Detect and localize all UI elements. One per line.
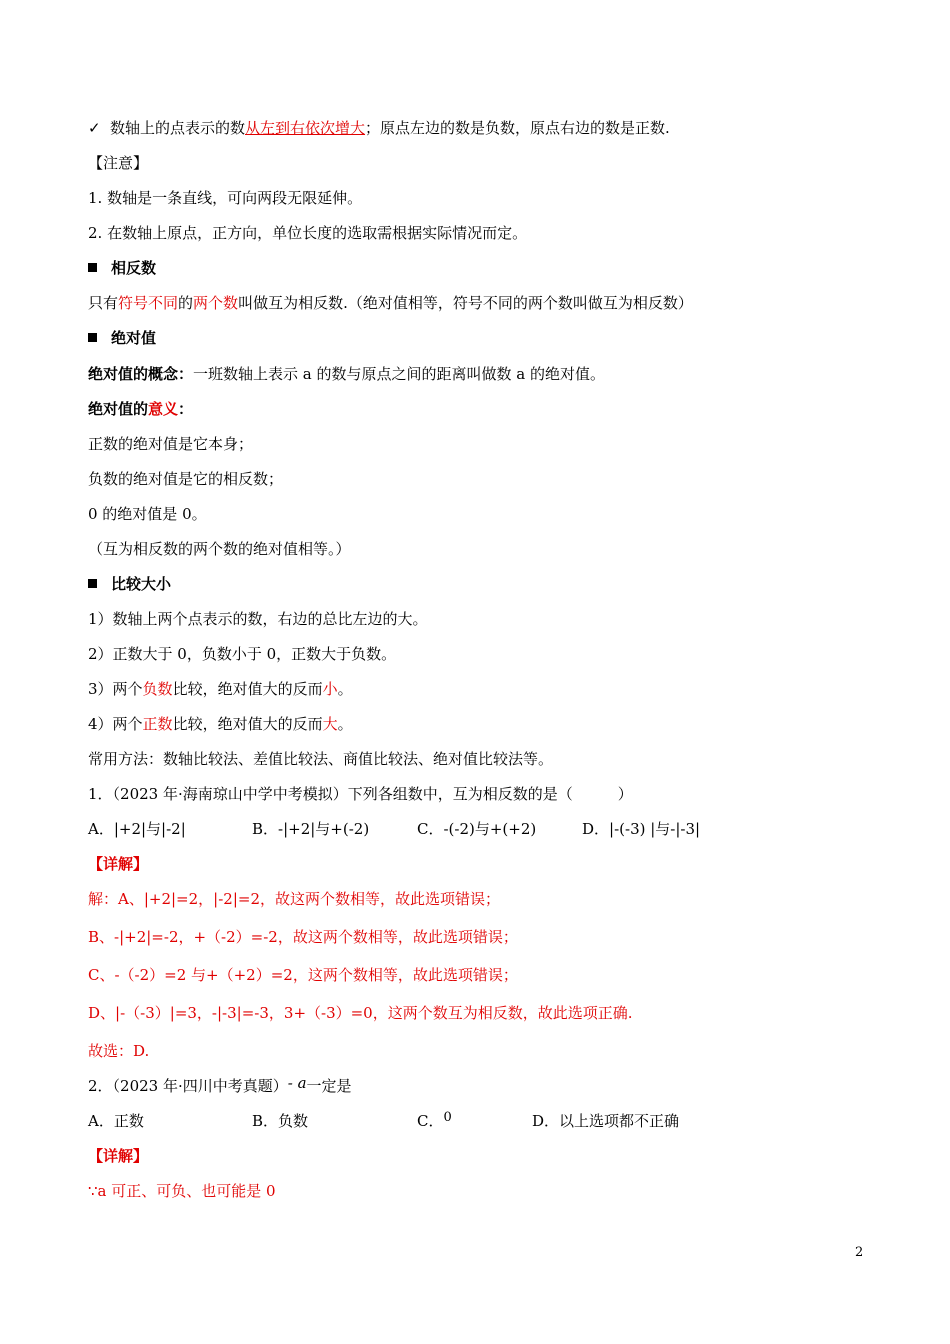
absolute-4: （互为相反数的两个数的绝对值相等。） — [88, 540, 351, 558]
note-2: 2. 在数轴上原点，正方向，单位长度的选取需根据实际情况而定。 — [88, 224, 528, 242]
q1-solution-3: C、-（-2）=2 与+（+2）=2，这两个数相等，故此选项错误； — [88, 966, 518, 984]
q1-solution-1: 解：A、|+2|=2，|-2|=2，故这两个数相等，故此选项错误； — [88, 890, 500, 908]
square-bullet-icon — [88, 333, 97, 342]
absolute-concept: 绝对值的概念：一班数轴上表示 a 的数与原点之间的距离叫做数 a 的绝对值。 — [88, 365, 605, 383]
variable-expression: - a — [287, 1074, 307, 1092]
q2-detail-heading: 【详解】 — [88, 1147, 149, 1165]
note-heading: 【注意】 — [88, 154, 149, 172]
section-absolute: 绝对值 — [88, 328, 156, 348]
check-icon: ✓ — [88, 119, 101, 137]
q1-option-d: D．|-(-3) |与-|-3| — [582, 820, 701, 838]
absolute-2: 负数的绝对值是它的相反数； — [88, 470, 284, 488]
highlight-order: 从左到右依次增大 — [245, 119, 366, 137]
q1-option-b: B．-|+2|与+(-2) — [252, 820, 370, 838]
q1-answer: 故选：D. — [88, 1042, 150, 1060]
question-1-stem: 1．（2023 年·海南琼山中学中考模拟）下列各组数中，互为相反数的是（ ） — [88, 785, 633, 803]
q1-solution-4: D、|-（-3）|=3，-|-3|=-3，3+（-3）=0，这两个数互为相反数，故此选项正确. — [88, 1004, 633, 1022]
q2-solution-1: ∵a 可正、可负、也可能是 0 — [88, 1182, 276, 1200]
section-compare: 比较大小 — [88, 574, 171, 594]
q1-option-a: A．|+2|与|-2| — [88, 820, 186, 838]
absolute-meaning: 绝对值的意义： — [88, 400, 194, 418]
q2-option-c: C．0 — [417, 1110, 452, 1130]
absolute-3: 0 的绝对值是 0。 — [88, 505, 207, 523]
q1-solution-2: B、-|+2|=-2，+（-2）=-2，故这两个数相等，故此选项错误； — [88, 928, 518, 946]
q1-option-c: C．-(-2)与+(+2) — [417, 820, 537, 838]
q2-option-b: B．负数 — [252, 1112, 309, 1130]
section-opposite: 相反数 — [88, 258, 156, 278]
note-1: 1. 数轴是一条直线，可向两段无限延伸。 — [88, 189, 363, 207]
question-2-stem: 2．（2023 年·四川中考真题）- a一定是 — [88, 1074, 352, 1095]
compare-methods: 常用方法：数轴比较法、差值比较法、商值比较法、绝对值比较法等。 — [88, 750, 554, 768]
compare-3: 3）两个负数比较，绝对值大的反而小。 — [88, 680, 353, 698]
square-bullet-icon — [88, 579, 97, 588]
square-bullet-icon — [88, 263, 97, 272]
q2-option-d: D．以上选项都不正确 — [532, 1112, 680, 1130]
compare-1: 1）数轴上两个点表示的数，右边的总比左边的大。 — [88, 610, 428, 628]
compare-2: 2）正数大于 0，负数小于 0，正数大于负数。 — [88, 645, 397, 663]
q2-option-a: A．正数 — [88, 1112, 144, 1130]
number-line-order: ✓ 数轴上的点表示的数从左到右依次增大；原点左边的数是负数，原点右边的数是正数. — [88, 119, 670, 137]
opposite-definition: 只有符号不同的两个数叫做互为相反数.（绝对值相等，符号不同的两个数叫做互为相反数） — [88, 294, 693, 312]
page-number: 2 — [855, 1245, 864, 1260]
q1-detail-heading: 【详解】 — [88, 855, 149, 873]
absolute-1: 正数的绝对值是它本身； — [88, 435, 254, 453]
compare-4: 4）两个正数比较，绝对值大的反而大。 — [88, 715, 353, 733]
